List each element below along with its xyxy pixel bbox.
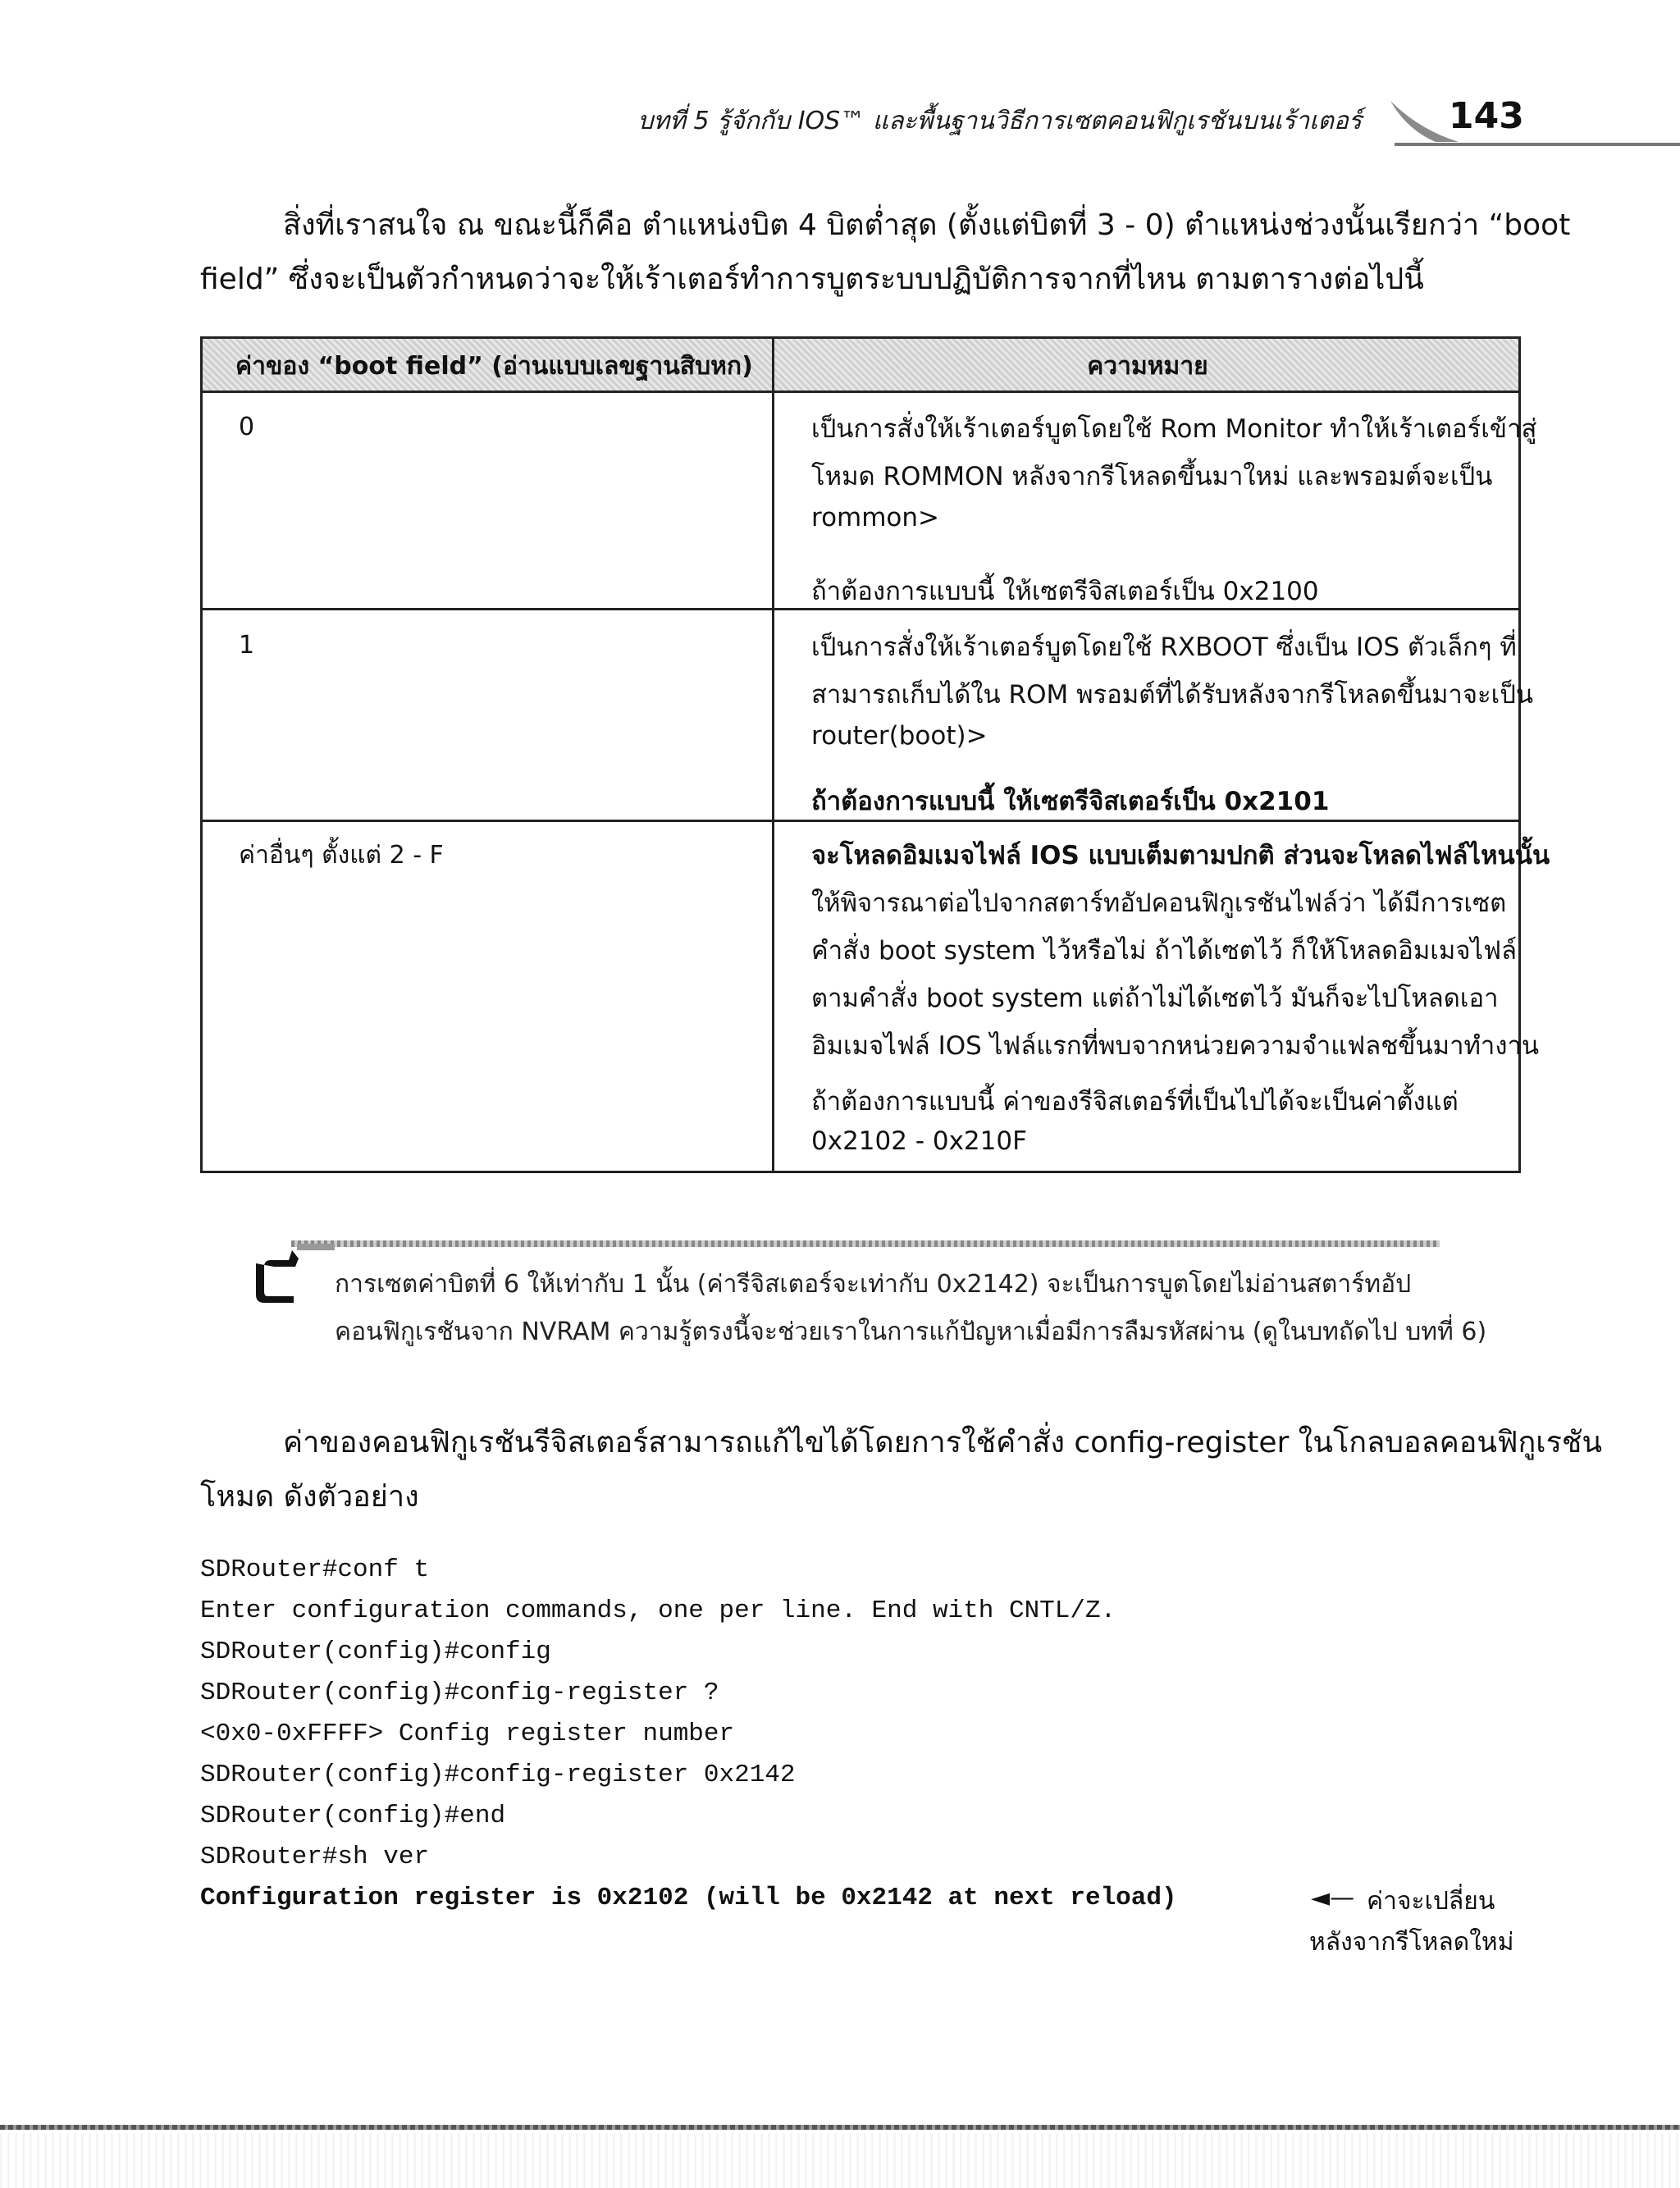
- table-cell-meaning-line: rommon>: [811, 503, 940, 532]
- table-cell-meaning-line: คำสั่ง boot system ไว้หรือไม่ ถ้าได้เซตไว้ ก็ให้โหลดอิมเมจไฟล์: [811, 936, 1518, 966]
- running-header: บทที่ 5 รู้จักกับ IOS™ และพื้นฐานวิธีการเซตคอนฟิกูเรชันบนเร้าเตอร์: [637, 107, 1362, 135]
- note-line-1: การเซตค่าบิตที่ 6 ให้เท่ากับ 1 นั้น (ค่ารีจิสเตอร์จะเท่ากับ 0x2142) จะเป็นการบูตโดยไม่อ่านสตาร์ทอัป: [335, 1270, 1412, 1299]
- code-annotation-line-1: ค่าจะเปลี่ยน: [1367, 1887, 1495, 1916]
- table-cell-meaning-line: เป็นการสั่งให้เร้าเตอร์บูตโดยใช้ RXBOOT ซึ่งเป็น IOS ตัวเล็กๆ ที่: [811, 633, 1517, 662]
- table-cell-meaning-line: โหมด ROMMON หลังจากรีโหลดขึ้นมาใหม่ และพรอมต์จะเป็น: [811, 462, 1493, 491]
- left-arrow-icon: ◄—: [1311, 1884, 1355, 1912]
- boot-field-table: [200, 336, 1550, 1173]
- table-cell-meaning-line: เป็นการสั่งให้เร้าเตอร์บูตโดยใช้ Rom Monitor ทำให้เร้าเตอร์เข้าสู่: [811, 414, 1537, 444]
- table-cell-meaning-line: จะโหลดอิมเมจไฟล์ IOS แบบเต็มตามปกติ ส่วนจะโหลดไฟล์ไหนนั้น: [811, 841, 1550, 870]
- table-cell-meaning-line: 0x2102 - 0x210F: [811, 1126, 1027, 1156]
- code-line: SDRouter(config)#config-register 0x2142: [200, 1761, 796, 1789]
- code-line: SDRouter(config)#config-register ?: [200, 1679, 719, 1707]
- code-line: SDRouter(config)#config: [200, 1638, 551, 1666]
- paragraph-1-line-2: field” ซึ่งจะเป็นตัวกำหนดว่าจะให้เร้าเตอร์ทำการบูตระบบปฏิบัติการจากที่ไหน ตามตารางต่อไปนี้: [200, 263, 1424, 296]
- table-cell-meaning-line: router(boot)>: [811, 721, 988, 751]
- table-row-separator: [203, 820, 1518, 822]
- pointing-hand-icon: [246, 1239, 336, 1321]
- note-line-2: คอนฟิกูเรชันจาก NVRAM ความรู้ตรงนี้จะช่วยเราในการแก้ปัญหาเมื่อมีการลืมรหัสผ่าน (ดูในบทถัดไป บทที่ 6): [335, 1318, 1487, 1346]
- table-cell-meaning-line: ตามคำสั่ง boot system แต่ถ้าไม่ได้เซตไว้ มันก็จะไปโหลดเอา: [811, 984, 1499, 1013]
- table-row-separator: [203, 608, 1518, 610]
- table-cell-meaning-line: สามารถเก็บได้ใน ROM พรอมต์ที่ได้รับหลังจากรีโหลดขึ้นมาจะเป็น: [811, 680, 1534, 710]
- table-cell-meaning-line: ถ้าต้องการแบบนี้ ให้เซตรีจิสเตอร์เป็น 0x2101: [811, 787, 1330, 816]
- table-cell-value: ค่าอื่นๆ ตั้งแต่ 2 - F: [239, 841, 444, 870]
- table-header-row: [203, 339, 1518, 393]
- footer-scan-noise: [0, 2133, 1680, 2188]
- table-cell-meaning-line: ถ้าต้องการแบบนี้ ค่าของรีจิสเตอร์ที่เป็นไปได้จะเป็นค่าตั้งแต่: [811, 1087, 1459, 1117]
- table-column-divider: [772, 339, 774, 1171]
- table-cell-meaning-line: อิมเมจไฟล์ IOS ไฟล์แรกที่พบจากหน่วยความจำแฟลชขึ้นมาทำงาน: [811, 1031, 1540, 1061]
- code-line: <0x0-0xFFFF> Config register number: [200, 1720, 735, 1748]
- paragraph-1-line-1: สิ่งที่เราสนใจ ณ ขณะนี้ก็คือ ตำแหน่งบิต 4 บิตต่ำสุด (ตั้งแต่บิตที่ 3 - 0) ตำแหน่งช่วงนั้นเรียกว่า “boot: [283, 208, 1571, 242]
- paragraph-2-line-1: ค่าของคอนฟิกูเรชันรีจิสเตอร์สามารถแก้ไขได้โดยการใช้คำสั่ง config-register ในโกลบอลคอนฟิกูเรชัน: [283, 1426, 1602, 1459]
- table-header-meaning: ความหมาย: [1087, 352, 1208, 381]
- table-header-value: ค่าของ “boot field” (อ่านแบบเลขฐานสิบหก): [235, 352, 753, 381]
- table-cell-value: 1: [239, 631, 255, 660]
- code-annotation-line-2: หลังจากรีโหลดใหม่: [1309, 1928, 1514, 1957]
- footer-rule: [0, 2125, 1680, 2130]
- code-line: SDRouter#conf t: [200, 1555, 430, 1584]
- table-cell-meaning-line: ให้พิจารณาต่อไปจากสตาร์ทอัปคอนฟิกูเรชันไฟล์ว่า ได้มีการเซต: [811, 888, 1507, 918]
- code-line: Enter configuration commands, one per line. End with CNTL/Z.: [200, 1596, 1116, 1625]
- page-number: 143: [1449, 95, 1524, 137]
- note-top-bar: [291, 1240, 1440, 1247]
- code-line-highlighted: Configuration register is 0x2102 (will be 0x2142 at next reload): [200, 1884, 1177, 1912]
- code-line: SDRouter(config)#end: [200, 1802, 506, 1830]
- table-cell-value: 0: [239, 413, 255, 441]
- table-cell-meaning-line: ถ้าต้องการแบบนี้ ให้เซตรีจิสเตอร์เป็น 0x2100: [811, 577, 1319, 606]
- paragraph-2-line-2: โหมด ดังตัวอย่าง: [200, 1480, 419, 1514]
- header-rule: [1395, 143, 1680, 146]
- code-line: SDRouter#sh ver: [200, 1843, 430, 1871]
